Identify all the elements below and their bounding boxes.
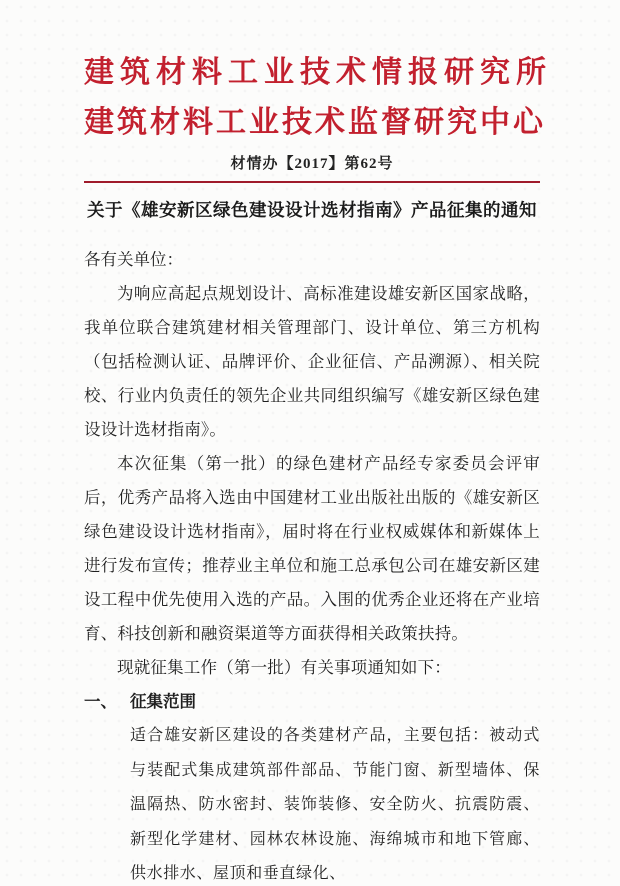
section-1-title: 征集范围: [130, 692, 196, 711]
body-paragraph-1: 为响应高起点规划设计、高标准建设雄安新区国家战略，我单位联合建筑建材相关管理部门、设计单位、第三方机构（包括检测认证、品牌评价、企业征信、产品溯源）、相关院校、行业内负责任的领先企业共同组织编写《雄安新区绿色建设设计选材指南》。: [84, 284, 540, 439]
section-1-heading-row: [84, 685, 540, 719]
document-number: 材情办【2017】第62号: [230, 156, 394, 172]
body-paragraph-2: 本次征集（第一批）的绿色建材产品经专家委员会评审后，优秀产品将入选由中国建材工业出版社出版的《雄安新区绿色建设设计选材指南》，届时将在行业权威媒体和新媒体上进行发布宣传；推荐业主单位和施工总承包公司在雄安新区建设工程中优先使用入选的产品。入围的优秀企业还将在产业培育、科技创新和融资渠道等方面获得相关政策扶持。: [84, 454, 540, 643]
body-paragraph-3: 现就征集工作（第一批）有关事项通知如下：: [117, 658, 451, 677]
org-name-line-2: 建筑材料工业技术监督研究中心: [84, 106, 546, 139]
salutation: 各有关单位：: [84, 250, 183, 269]
section-1-body: 适合雄安新区建设的各类建材产品，主要包括：被动式与装配式集成建筑部件部品、节能门窗、新型墙体、保温隔热、防水密封、装饰装修、安全防火、抗震防震、新型化学建材、园林农林设施、海绵城市和地下管廊、供水排水、屋顶和垂直绿化、: [130, 727, 540, 882]
notice-title: 关于《雄安新区绿色建设设计选材指南》产品征集的通知: [87, 200, 537, 220]
org-name-line-1: 建筑材料工业技术情报研究所: [84, 56, 552, 89]
header-divider-rule: [84, 181, 540, 183]
section-1-number: 一、: [84, 692, 117, 711]
